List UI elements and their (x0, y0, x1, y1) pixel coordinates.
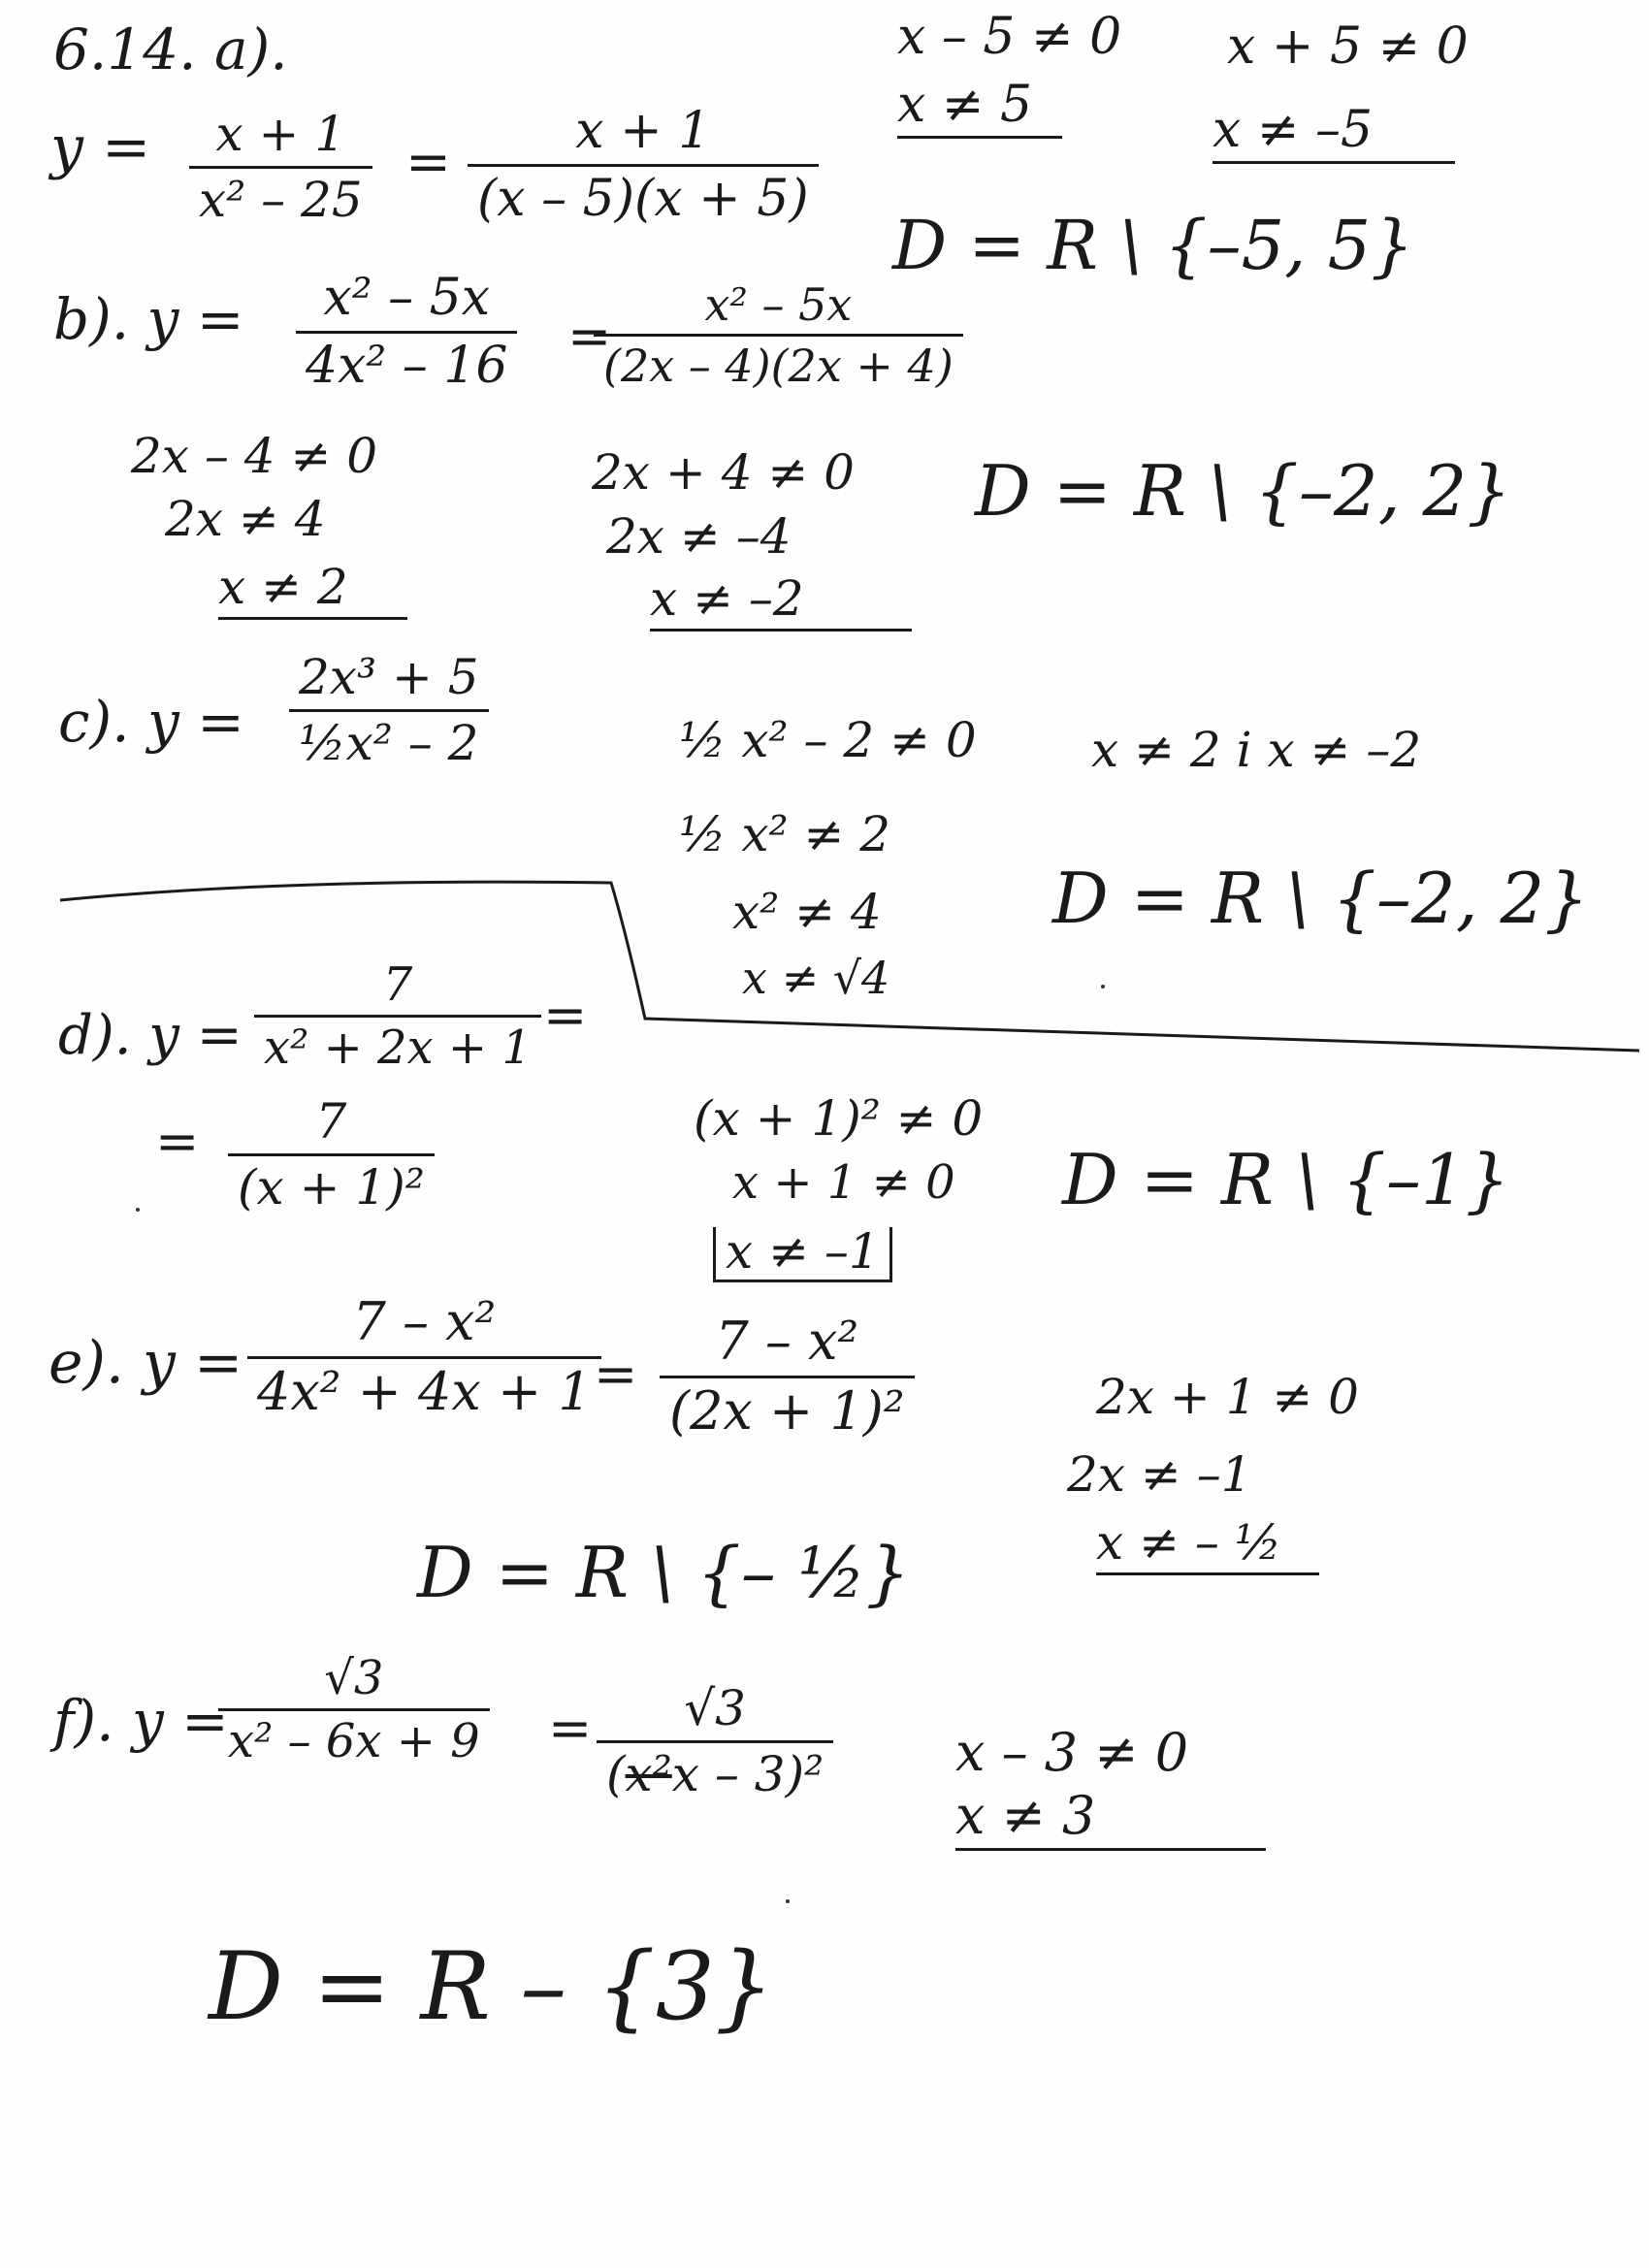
b-fraction-1 (296, 269, 517, 395)
d-fraction-1 (254, 957, 541, 1076)
a-f1-numerator: x + 1 (215, 106, 346, 162)
c-line2: ½ x² ≠ 2 (679, 806, 891, 862)
a-fraction-2 (468, 102, 819, 228)
e-equals: = (594, 1344, 638, 1405)
d-line3-boxed: x ≠ –1 (713, 1227, 892, 1282)
d-fraction-2 (228, 1093, 435, 1215)
a-equals: = (405, 131, 451, 194)
scan-speck (1101, 985, 1105, 988)
b-cond1-line3: x ≠ 2 (218, 563, 407, 620)
e-line2: 2x ≠ –1 (1067, 1446, 1252, 1503)
d-f1-denominator: x² + 2x + 1 (264, 1021, 532, 1076)
c-line1: ½ x² – 2 ≠ 0 (679, 712, 977, 768)
e-line3: x ≠ – ½ (1096, 1518, 1319, 1575)
d-domain: D = R \ {–1} (1062, 1139, 1510, 1220)
e-f1-denominator: 4x² + 4x + 1 (257, 1360, 592, 1422)
c-domain: D = R \ {–2, 2} (1052, 858, 1590, 939)
b-f2-numerator: x² – 5x (704, 278, 853, 331)
c-note: x ≠ 2 i x ≠ –2 (1091, 722, 1422, 778)
d-equals-1: = (543, 985, 588, 1046)
f-line2: x ≠ 3 (955, 1790, 1266, 1851)
a-f2-numerator: x + 1 (575, 102, 711, 160)
f-f2-denominator (597, 1745, 833, 1802)
a-cond2-line2: x ≠ –5 (1212, 105, 1455, 164)
fraction-bar (594, 334, 963, 337)
fraction-bar (218, 1708, 490, 1711)
b-domain: D = R \ {–2, 2} (975, 450, 1512, 532)
fraction-bar (660, 1376, 915, 1378)
d-line1: (x + 1)² ≠ 0 (694, 1090, 984, 1147)
b-f1-denominator: 4x² – 16 (306, 336, 508, 395)
c-line4: x ≠ √4 (742, 952, 890, 1004)
e-f1-numerator: 7 – x² (352, 1291, 497, 1352)
e-label: e). y = (48, 1329, 243, 1397)
e-f2-denominator: (2x + 1)² (669, 1379, 905, 1442)
b-cond2-line1: 2x + 4 ≠ 0 (592, 444, 855, 501)
f-domain: D = R – {3} (209, 1932, 774, 2041)
b-cond1-line1: 2x – 4 ≠ 0 (131, 428, 378, 484)
b-label: b). y = (53, 286, 244, 352)
b-cond2-line3: x ≠ –2 (650, 574, 912, 632)
a-cond1-line1: x – 5 ≠ 0 (897, 8, 1122, 66)
c-label: c). y = (58, 689, 244, 755)
fraction-bar (289, 709, 489, 712)
e-fraction-2 (660, 1311, 915, 1442)
f-f2-den-open: ( (606, 1745, 626, 1802)
e-f2-numerator: 7 – x² (715, 1311, 859, 1372)
d-f1-numerator: 7 (382, 957, 413, 1012)
f-equals: = (548, 1698, 593, 1759)
f-fraction-2 (597, 1680, 833, 1802)
a-domain: D = R \ {–5, 5} (892, 206, 1414, 285)
fraction-bar (228, 1153, 435, 1156)
f-f2-den-struck: x² (625, 1745, 672, 1802)
f-f2-numerator: √3 (684, 1680, 746, 1736)
fraction-bar (468, 164, 819, 167)
c-f1-denominator: ½x² – 2 (299, 714, 479, 771)
a-label: y = (50, 113, 151, 181)
d-label: d). y = (58, 1004, 242, 1067)
d-f2-denominator: (x + 1)² (238, 1158, 425, 1215)
f-label: f). y = (53, 1688, 229, 1754)
d-equals-2: = (155, 1111, 200, 1172)
b-fraction-2 (594, 278, 963, 393)
a-f2-denominator: (x – 5)(x + 5) (477, 169, 809, 228)
b-f1-numerator: x² – 5x (323, 269, 491, 327)
b-f2-denominator: (2x – 4)(2x + 4) (603, 340, 954, 393)
d-f2-numerator: 7 (315, 1093, 347, 1150)
scan-speck (786, 1899, 790, 1903)
a-fraction-1 (189, 106, 372, 228)
fraction-bar (597, 1740, 833, 1743)
e-domain: D = R \ {– ½} (417, 1532, 911, 1613)
a-cond1-line2: x ≠ 5 (897, 80, 1062, 139)
fraction-bar (254, 1015, 541, 1018)
c-fraction-1 (289, 649, 489, 771)
e-fraction-1 (247, 1291, 601, 1422)
f-line1: x – 3 ≠ 0 (955, 1722, 1189, 1783)
fraction-bar (296, 331, 517, 334)
exercise-number: 6.14. a). (53, 16, 288, 82)
f-f1-numerator: √3 (324, 1651, 384, 1705)
f-fraction-1 (218, 1651, 490, 1769)
f-f1-denominator: x² – 6x + 9 (228, 1714, 480, 1769)
fraction-bar (189, 166, 372, 169)
a-f1-denominator: x² – 25 (199, 171, 363, 228)
c-f1-numerator: 2x³ + 5 (299, 649, 479, 705)
scan-speck (136, 1208, 140, 1212)
b-cond1-line2: 2x ≠ 4 (165, 491, 326, 547)
d-line2: x + 1 ≠ 0 (732, 1155, 955, 1210)
a-cond2-line1: x + 5 ≠ 0 (1227, 17, 1469, 76)
c-line3: x² ≠ 4 (732, 884, 882, 940)
b-equals: = (567, 306, 612, 367)
b-cond2-line2: 2x ≠ –4 (606, 508, 792, 565)
e-line1: 2x + 1 ≠ 0 (1096, 1369, 1359, 1425)
f-f2-den-rest: x – 3)² (671, 1745, 824, 1802)
fraction-bar (247, 1356, 601, 1359)
